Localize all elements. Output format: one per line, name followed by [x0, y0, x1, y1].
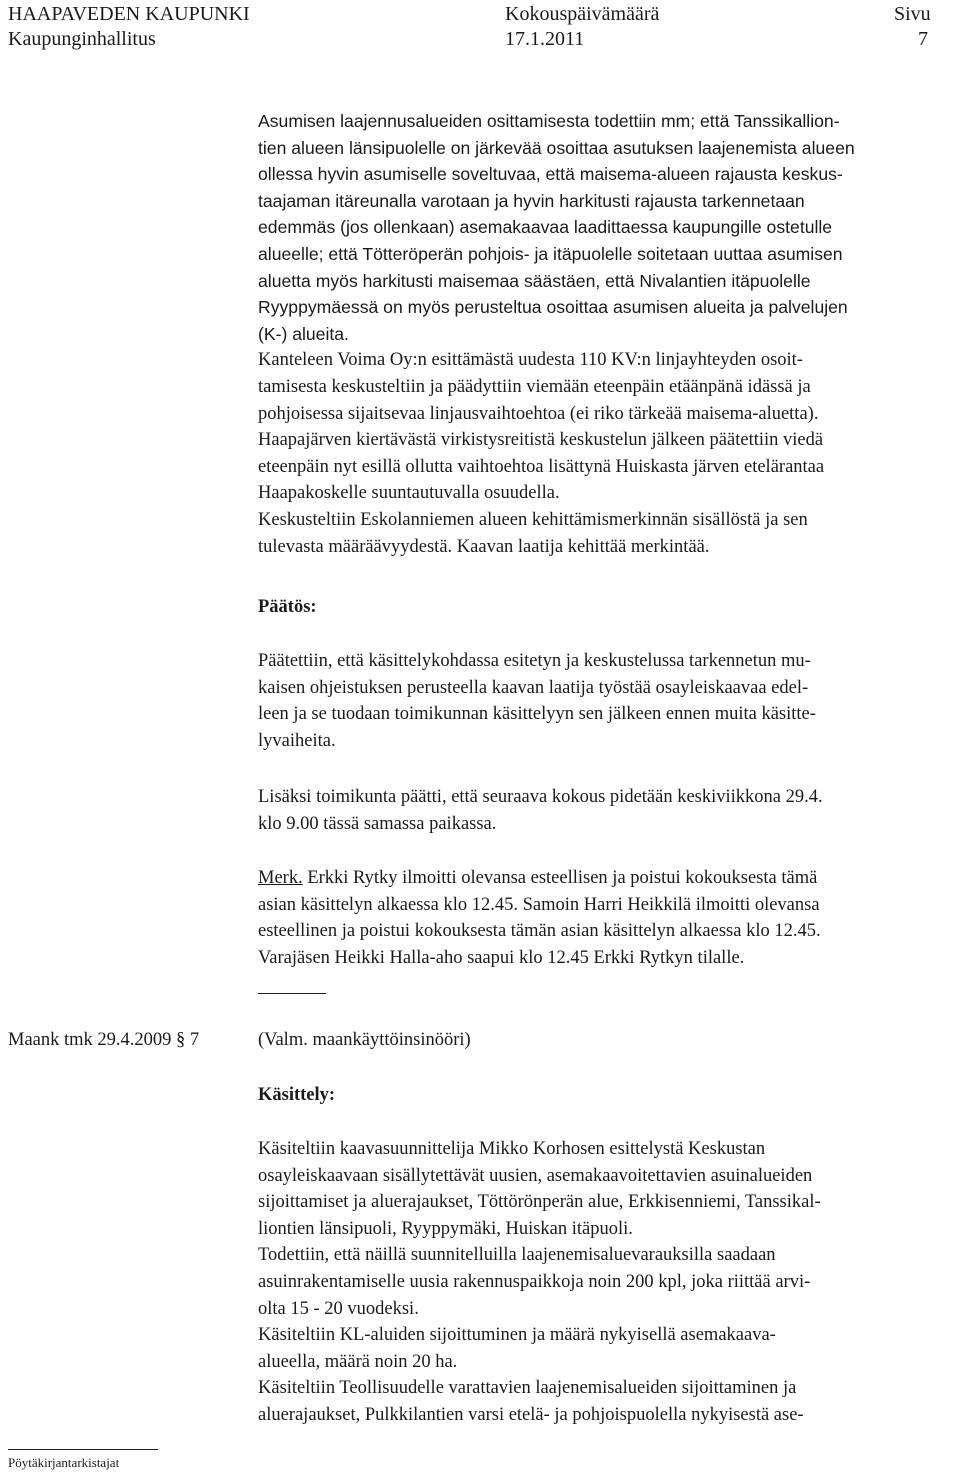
intro-line: Haapakoskelle suuntautuvalla osuudella.	[258, 483, 560, 504]
handling-heading: Käsittely:	[258, 1085, 336, 1105]
handling-line: Käsiteltiin KL-aluiden sijoittuminen ja määrä nykyisellä asemakaava-	[258, 1325, 776, 1346]
intro-line: tien alueen länsipuolelle on järkevää osoittaa asutuksen laajenemista alueen	[258, 137, 855, 158]
handling-line: Käsiteltiin Teollisuudelle varattavien laajenemisalueiden sijoittaminen ja	[258, 1378, 797, 1399]
intro-line: Haapajärven kiertävästä virkistysreitistä keskustelun jälkeen päätettiin viedä	[258, 430, 824, 451]
handling-line: alueella, määrä noin 20 ha.	[258, 1351, 458, 1372]
intro-line: pohjoisessa sijaitsevaa linjausvaihtoehtoa (ei riko tärkeää maisema-aluetta).	[258, 403, 819, 424]
handling-line: liontien länsipuoli, Ryyppymäki, Huiskan itäpuoli.	[258, 1218, 633, 1239]
intro-line: taajaman itäreunalla varotaan ja hyvin harkitusti rajausta tarkennetaan	[258, 190, 805, 211]
intro-line: Kanteleen Voima Oy:n esittämästä uudesta 110 KV:n linjayhteyden osoit-	[258, 350, 803, 371]
merk-line: esteellinen ja poistui kokouksesta tämän asian käsittelyn alkaessa klo 12.45.	[258, 921, 821, 942]
date-value: 17.1.2011	[505, 28, 585, 50]
merk-first-line	[258, 865, 958, 892]
intro-line: eteenpäin nyt esillä ollutta vaihtoehtoa lisättynä Huiskasta järven etelärantaa	[258, 456, 825, 477]
merk-label: Merk.	[258, 868, 303, 888]
date-label: Kokouspäivämäärä	[505, 3, 660, 25]
handling-section	[258, 1136, 958, 1429]
decision-line: kaisen ohjeistuksen perusteella kaavan laatija työstää osayleiskaavaa edel-	[258, 677, 809, 698]
handling-line: olta 15 - 20 vuodeksi.	[258, 1298, 419, 1319]
handling-line: Käsiteltiin kaavasuunnittelija Mikko Korhosen esittelystä Keskustan	[258, 1139, 766, 1159]
intro-line: Asumisen laajennusalueiden osittamisesta todettiin mm; että Tanssikallion-	[258, 111, 840, 131]
footer-label: Pöytäkirjantarkistajat	[8, 1455, 120, 1470]
org-name: HAAPAVEDEN KAUPUNKI	[8, 3, 250, 25]
intro-line: Ryyppymäessä on myös perusteltua osoittaa asumisen alueita ja palvelujen	[258, 297, 848, 318]
merk-first-line-text: Erkki Rytky ilmoitti olevansa esteellisen ja poistui kokouksesta tämä	[302, 868, 818, 888]
intro-line: alueelle; että Tötteröperän pohjois- ja itäpuolelle soitetaan uuttaa asumisen	[258, 243, 843, 264]
intro-line: aluetta myös harkitusti maisemaa säästäen, että Nivalantien itäpuolelle	[258, 270, 811, 291]
intro-line: ollessa hyvin asumiselle soveltuvaa, että maisema-alueen rajausta keskus-	[258, 164, 843, 185]
decision-heading: Päätös:	[258, 597, 317, 617]
merk-line: asian käsittelyn alkaessa klo 12.45. Samoin Harri Heikkilä ilmoitti olevansa	[258, 894, 820, 915]
decision-line: Päätettiin, että käsittelykohdassa esitetyn ja keskustelussa tarkennetun mu-	[258, 651, 811, 671]
merk-note	[258, 865, 958, 971]
handling-line: osayleiskaavaan sisällytettävät uusien, asemakaavoitettavien asuinalueiden	[258, 1165, 813, 1186]
page-label: Sivu	[894, 3, 931, 25]
intro-section	[258, 108, 958, 560]
intro-line: Keskusteltiin Eskolanniemen alueen kehittämismerkinnän sisällöstä ja sen	[258, 509, 808, 530]
handling-line: sijoittamiset ja aluerajaukset, Töttörönperän alue, Erkkisenniemi, Tanssikal-	[258, 1192, 821, 1213]
decision-paragraph-2	[258, 784, 958, 837]
body-name: Kaupunginhallitus	[8, 28, 156, 50]
decision-line: leen ja se tuodaan toimikunnan käsittelyyn sen jälkeen ennen muita käsitte-	[258, 704, 816, 725]
intro-line: edemmäs (jos ollenkaan) asemakaavaa laadittaessa kaupungille ostetulle	[258, 217, 833, 238]
decision-paragraph-1	[258, 648, 958, 754]
decision-line: lyvaiheita.	[258, 730, 336, 751]
preparer-title: (Valm. maankäyttöinsinööri)	[258, 1030, 471, 1050]
intro-line: tamisesta keskusteltiin ja päädyttiin viemään eteenpäin etäänpänä idässä ja	[258, 376, 811, 397]
decision-line: klo 9.00 tässä samassa paikassa.	[258, 813, 497, 834]
margin-reference: Maank tmk 29.4.2009 § 7	[8, 1030, 200, 1050]
signature-line	[8, 1449, 158, 1450]
handling-line: Todettiin, että näillä suunnitelluilla laajenemisaluevarauksilla saadaan	[258, 1245, 776, 1266]
handling-line: aluerajaukset, Pulkkilantien varsi etelä- ja pohjoispuolella nykyisestä ase-	[258, 1404, 804, 1425]
separator-line	[258, 993, 326, 994]
intro-line: tulevasta määräävyydestä. Kaavan laatija kehittää merkintää.	[258, 536, 710, 557]
handling-line: asuinrakentamiselle uusia rakennuspaikkoja noin 200 kpl, joka riittää arvi-	[258, 1271, 811, 1292]
merk-line: Varajäsen Heikki Halla-aho saapui klo 12.45 Erkki Rytkyn tilalle.	[258, 947, 745, 968]
page-header	[0, 0, 960, 56]
intro-line: (K-) alueita.	[258, 323, 349, 344]
page-number: 7	[918, 28, 928, 50]
decision-line: Lisäksi toimikunta päätti, että seuraava kokous pidetään keskiviikkona 29.4.	[258, 787, 823, 807]
